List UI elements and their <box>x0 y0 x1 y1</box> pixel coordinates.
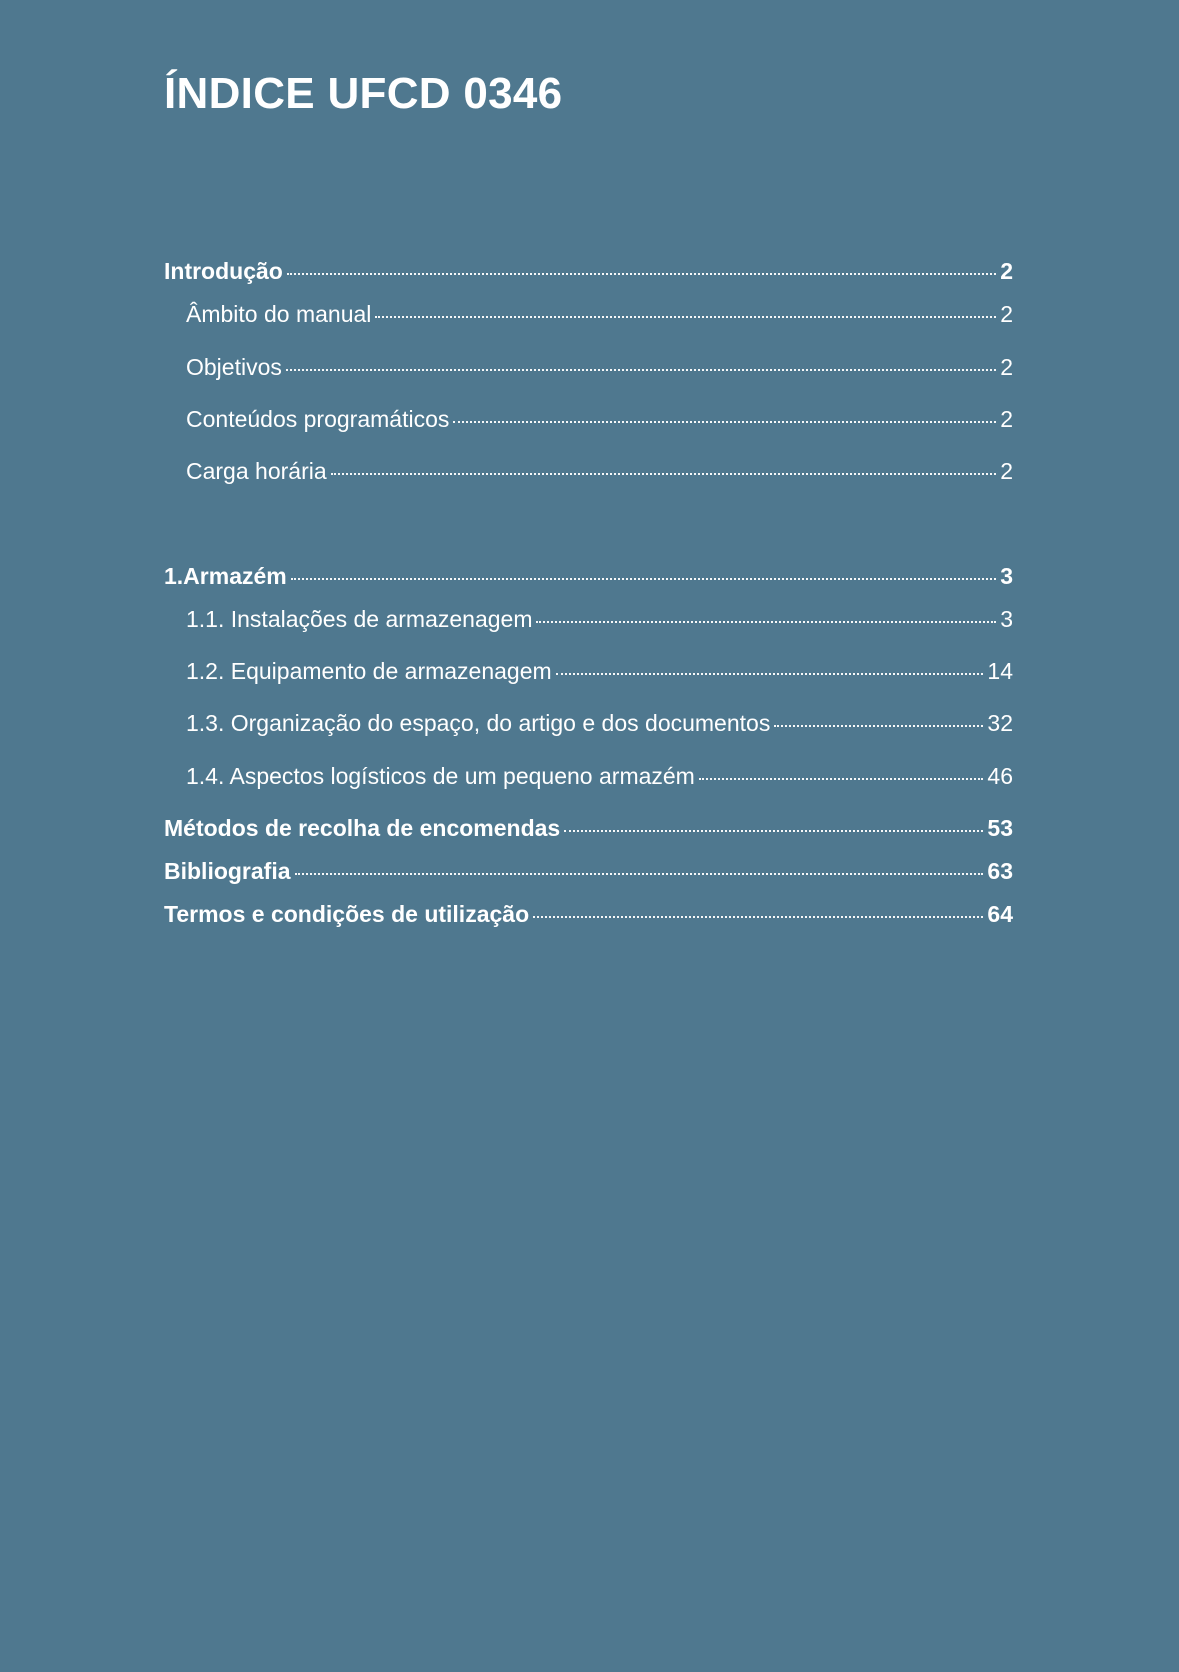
toc-entry-label: Bibliografia <box>164 858 291 884</box>
toc-entry-page: 3 <box>1000 563 1013 589</box>
toc-entry-instalacoes-de-armazenagem[interactable] <box>186 603 1013 635</box>
toc-entry-metodos-de-recolha[interactable] <box>164 812 1013 844</box>
toc-entry-page: 3 <box>1000 606 1013 632</box>
dot-leader <box>286 369 996 371</box>
toc-entry-page: 64 <box>987 901 1013 927</box>
dot-leader <box>295 873 984 875</box>
toc-entry-label: Carga horária <box>186 458 327 484</box>
dot-leader <box>564 830 983 832</box>
toc-entry-label: 1.1. Instalações de armazenagem <box>186 606 533 632</box>
toc-entry-label: 1.4. Aspectos logísticos de um pequeno armazém <box>186 763 695 789</box>
toc-entry-label: Objetivos <box>186 354 282 380</box>
toc-entry-page: 2 <box>1000 258 1013 284</box>
toc-entry-ambito-do-manual[interactable] <box>186 298 1013 330</box>
dot-leader <box>556 673 984 675</box>
toc-entry-page: 2 <box>1000 458 1013 484</box>
toc-entry-page: 32 <box>987 710 1013 736</box>
toc-entry-label: 1.3. Organização do espaço, do artigo e dos documentos <box>186 710 771 736</box>
toc-entry-label: 1.2. Equipamento de armazenagem <box>186 658 552 684</box>
toc-entry-label: Termos e condições de utilização <box>164 901 530 927</box>
toc-entry-carga-horaria[interactable] <box>186 455 1013 487</box>
toc-entry-equipamento-de-armazenagem[interactable] <box>186 655 1013 687</box>
toc-entry-introducao[interactable] <box>164 255 1013 287</box>
dot-leader <box>291 578 996 580</box>
toc-entry-conteudos-programaticos[interactable] <box>186 403 1013 435</box>
toc-entry-label: 1.Armazém <box>164 563 287 589</box>
toc-entry-bibliografia[interactable] <box>164 855 1013 887</box>
toc-entry-page: 2 <box>1000 354 1013 380</box>
toc-entry-page: 63 <box>987 858 1013 884</box>
toc-entry-page: 53 <box>987 815 1013 841</box>
toc-entry-page: 2 <box>1000 406 1013 432</box>
page-title: ÍNDICE UFCD 0346 <box>164 69 563 118</box>
dot-leader <box>774 725 983 727</box>
dot-leader <box>533 916 983 918</box>
toc-entry-armazem[interactable] <box>164 560 1013 592</box>
toc-entry-termos-e-condicoes[interactable] <box>164 898 1013 930</box>
toc-entry-organizacao-do-espaco[interactable] <box>186 707 1013 739</box>
dot-leader <box>699 778 984 780</box>
toc-entry-label: Âmbito do manual <box>186 301 372 327</box>
toc-entry-label: Conteúdos programáticos <box>186 406 450 432</box>
dot-leader <box>287 273 996 275</box>
toc-entry-page: 14 <box>987 658 1013 684</box>
toc-entry-objetivos[interactable] <box>186 351 1013 383</box>
toc-entry-label: Introdução <box>164 258 283 284</box>
toc-entry-aspectos-logisticos[interactable] <box>186 760 1013 792</box>
toc-entry-page: 2 <box>1000 301 1013 327</box>
dot-leader <box>453 421 996 423</box>
toc-entry-label: Métodos de recolha de encomendas <box>164 815 561 841</box>
dot-leader <box>536 621 996 623</box>
toc-entry-page: 46 <box>987 763 1013 789</box>
dot-leader <box>375 316 996 318</box>
dot-leader <box>331 473 997 475</box>
